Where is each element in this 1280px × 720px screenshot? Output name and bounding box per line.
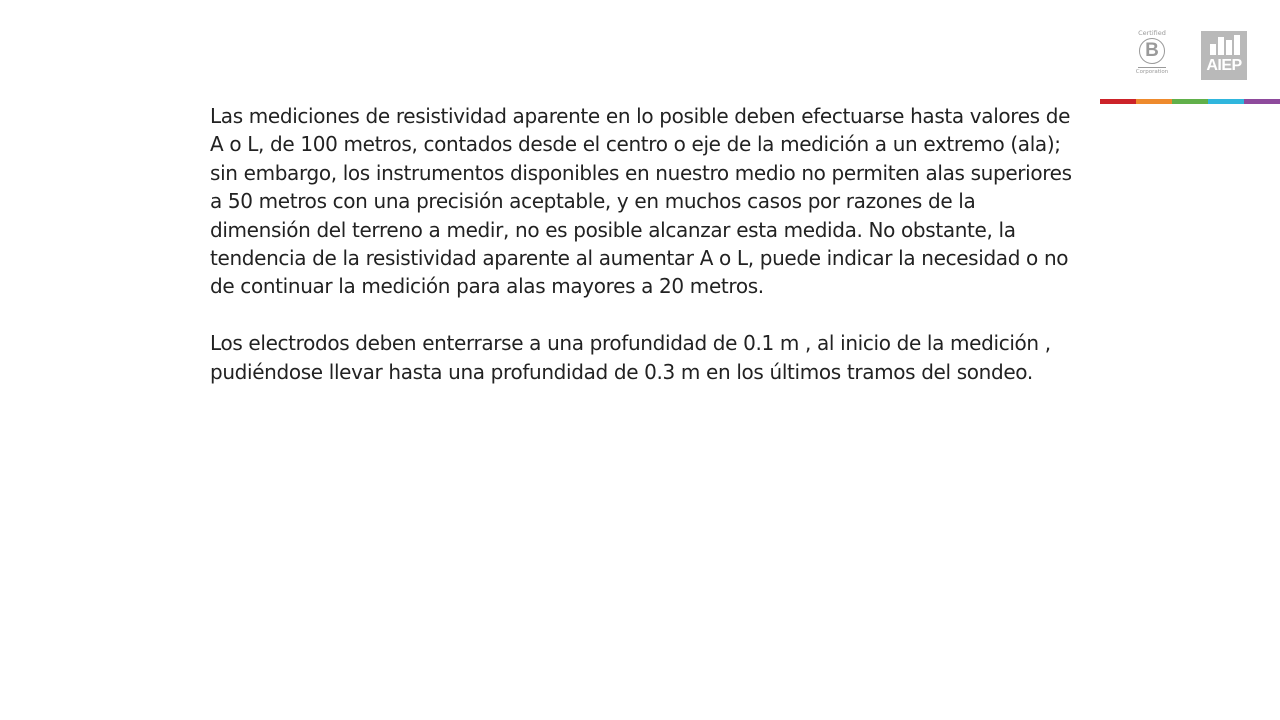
- color-bar-segment-2: [1136, 99, 1172, 104]
- bcorp-letter: B: [1139, 38, 1165, 64]
- slide-body: [210, 102, 1080, 386]
- aiep-building-logo: [1201, 31, 1247, 80]
- aiep-logo-text: AIEP: [1206, 57, 1242, 74]
- bcorp-rule: [1138, 67, 1166, 68]
- brand-color-bar: [1100, 99, 1280, 104]
- bcorp-top-label: Certified: [1138, 29, 1166, 37]
- color-bar-segment-3: [1172, 99, 1208, 104]
- paragraph-electrodes: Los electrodos deben enterrarse a una profundidad de 0.1 m , al inicio de la medición , pudiéndose llevar hasta una profundidad de 0.3 m en los últimos tramos del sondeo.: [210, 331, 1051, 384]
- bcorp-bottom-label: Corporation: [1135, 69, 1169, 75]
- color-bar-segment-5: [1244, 99, 1280, 104]
- paragraph-resistivity: Las mediciones de resistividad aparente en lo posible deben efectuarse hasta valores de A o L, de 100 metros, contados desde el centro o eje de la medición a un extremo (ala); sin embargo, los instrumentos disponibles en nuestro medio no permiten alas superiores a 50 metros con una precisión aceptable, y en muchos casos por razones de la dimensión del terreno a medir, no es posible alcanzar esta medida. No obstante, la tendencia de la resistividad aparente al aumentar A o L, puede indicar la necesidad o no de continuar la medición para alas mayores a 20 metros.: [210, 104, 1072, 299]
- color-bar-segment-4: [1208, 99, 1244, 104]
- color-bar-segment-1: [1100, 99, 1136, 104]
- b-corp-certified-logo: [1132, 29, 1172, 81]
